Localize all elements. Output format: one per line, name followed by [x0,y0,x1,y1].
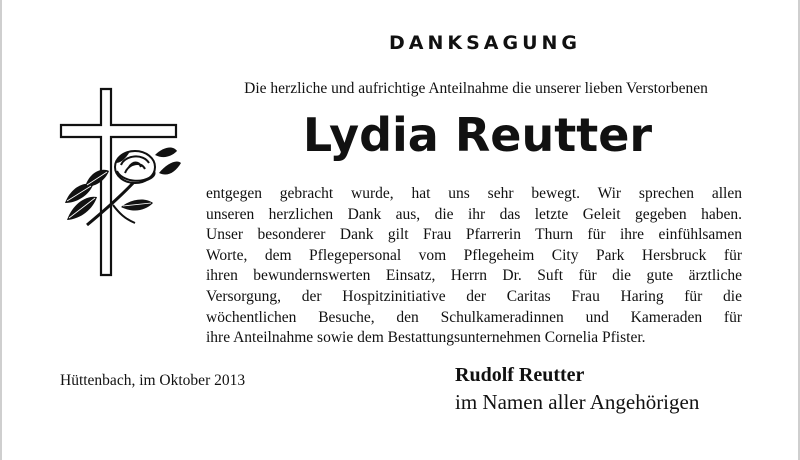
body-line: entgegen gebracht wurde, hat uns sehr bewegt. Wir sprechen allen [206,185,742,202]
body-line: ihre Anteilnahme sowie dem Bestattungsunternehmen Cornelia Pfister. [206,329,646,347]
signer-subline: im Namen aller Angehörigen [455,390,700,414]
body-line: wöchentlichen Besuche, den Schulkameradinnen und Kameraden für [206,308,742,326]
deceased-name: Lydia Reutter [302,108,653,162]
signer-name: Rudolf Reutter [455,364,585,386]
body-line: ihren bewundernswerten Einsatz, Herrn Dr. Suft für die gute ärztliche [206,267,742,285]
body-line: Versorgung, der Hospitzinitiative der Caritas Frau Haring für die [206,287,742,305]
body-line: Unser besonderer Dank gilt Frau Pfarrerin Thurn für ihre einfühlsamen [206,226,742,244]
intro-text: Die herzliche und aufrichtige Anteilnahme die unserer lieben Verstorbenen [244,80,708,97]
place-date: Hüttenbach, im Oktober 2013 [60,372,246,389]
acknowledgement-body [206,184,742,349]
cross-with-rose-icon [55,85,185,280]
body-line: unseren herzlichen Dank aus, die ihr das letzte Geleit gegeben haben. [206,205,742,223]
body-line: Worte, dem Pflegepersonal vom Pflegeheim City Park Hersbruck für [206,246,742,264]
notice-heading: DANKSAGUNG [388,32,581,54]
